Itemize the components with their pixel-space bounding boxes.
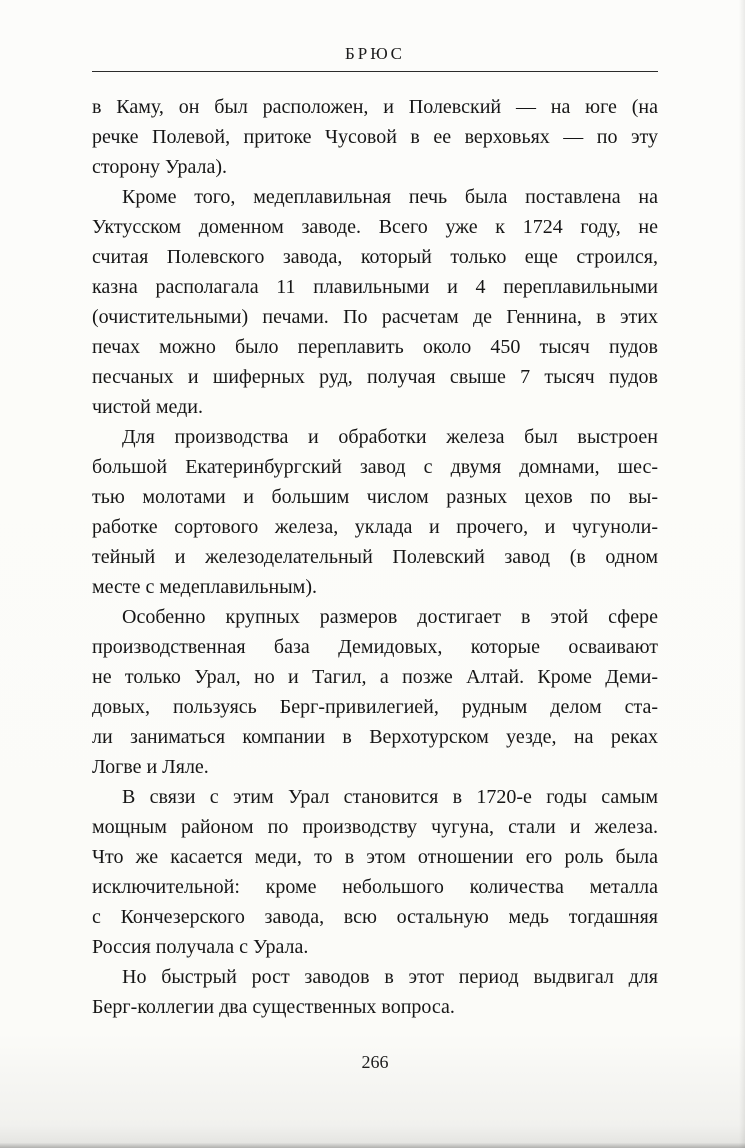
- text-line: довых, пользуясь Берг-привилегией, рудным делом ста-: [92, 696, 658, 718]
- text-line: Но быстрый рост заводов в этот период выдвигал для: [122, 966, 658, 988]
- text-line: Россия получала с Урала.: [92, 936, 309, 958]
- text-line: тью молотами и большим числом разных цехов по вы-: [92, 486, 658, 508]
- text-line: большой Екатеринбургский завод с двумя домнами, шес-: [92, 456, 658, 478]
- text-line: В связи с этим Урал становится в 1720-е годы самым: [122, 786, 658, 808]
- text-line: в Каму, он был расположен, и Полевский — на юге (на: [92, 96, 658, 118]
- paragraph: [92, 422, 658, 602]
- text-line: Берг-коллегии два существенных вопроса.: [92, 996, 455, 1018]
- text-line: не только Урал, но и Тагил, а позже Алтай. Кроме Деми-: [92, 666, 658, 688]
- text-line: Что же касается меди, то в этом отношении его роль была: [92, 846, 658, 868]
- text-line: Особенно крупных размеров достигает в этой сфере: [122, 606, 658, 628]
- text-line: считая Полевского завода, который только еще строился,: [92, 246, 658, 268]
- paragraph: [92, 182, 658, 422]
- text-line: чистой меди.: [92, 396, 203, 418]
- text-line: работке сортового железа, уклада и прочего, и чугуноли-: [92, 516, 658, 538]
- text-line: мощным районом по производству чугуна, стали и железа.: [92, 816, 658, 838]
- text-line: Кроме того, медеплавильная печь была поставлена на: [122, 186, 658, 208]
- text-line: Логве и Ляле.: [92, 756, 209, 778]
- text-line: речке Полевой, притоке Чусовой в ее верховьях — по эту: [92, 126, 658, 148]
- running-header: БРЮС: [344, 44, 406, 63]
- text-block: [92, 92, 658, 1022]
- header-rule: [92, 71, 658, 72]
- text-line: Уктусском доменном заводе. Всего уже к 1724 году, не: [92, 216, 658, 238]
- text-line: производственная база Демидовых, которые осваивают: [92, 636, 658, 658]
- text-line: Для производства и обработки железа был выстроен: [122, 426, 658, 448]
- text-line: с Кончезерского завода, всю остальную медь тогдашняя: [92, 906, 658, 928]
- paragraph: [92, 782, 658, 962]
- text-line: песчаных и шиферных руд, получая свыше 7 тысяч пудов: [92, 366, 658, 388]
- scan-edge-bottom: [0, 1143, 745, 1148]
- text-line: (очистительными) печами. По расчетам де Геннина, в этих: [92, 306, 658, 328]
- text-line: казна располагала 11 плавильными и 4 переплавильными: [92, 276, 658, 298]
- page-number: 266: [361, 1052, 389, 1072]
- text-line: сторону Урала).: [92, 156, 228, 178]
- paragraph: [92, 962, 658, 1022]
- paragraph: [92, 92, 658, 182]
- text-line: тейный и железоделательный Полевский завод (в одном: [92, 546, 658, 568]
- paragraph: [92, 602, 658, 782]
- scan-edge-right: [739, 0, 745, 1148]
- text-line: исключительной: кроме небольшого количества металла: [92, 876, 658, 898]
- text-line: месте с медеплавильным).: [92, 576, 317, 598]
- text-line: печах можно было переплавить около 450 тысяч пудов: [92, 336, 658, 358]
- text-line: ли заниматься компании в Верхотурском уезде, на реках: [92, 726, 658, 748]
